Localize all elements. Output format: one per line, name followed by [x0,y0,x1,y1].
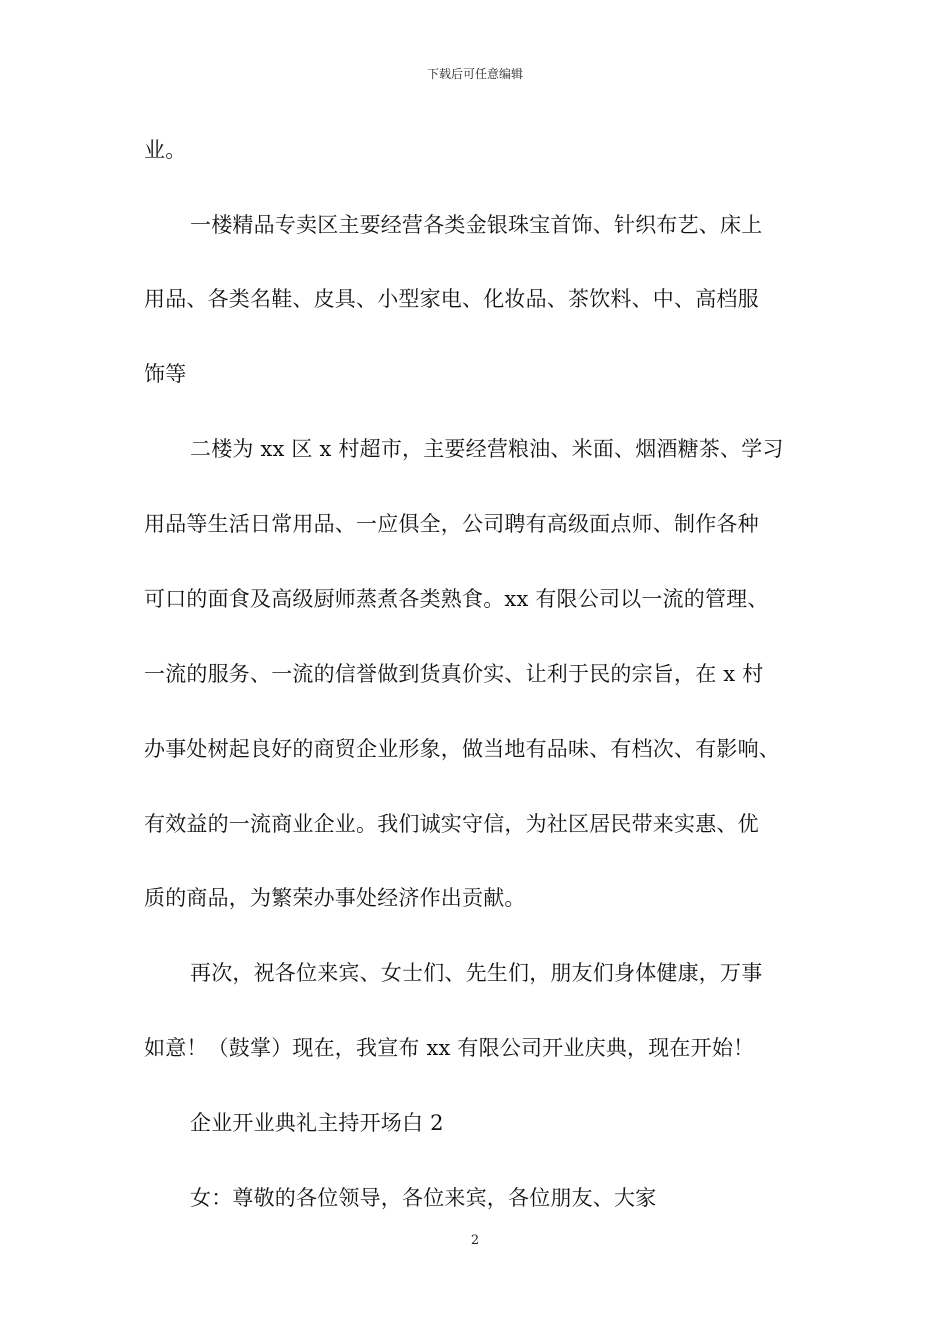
paragraph-first-line: 二楼为 xx 区 x 村超市，主要经营粮油、米面、烟酒糖茶、学习 [190,437,784,461]
page-number: 2 [470,1233,480,1248]
text-line: 用品等生活日常用品、一应俱全，公司聘有高级面点师、制作各种 [144,512,759,536]
section-heading: 企业开业典礼主持开场白 2 [190,1111,444,1135]
text-line: 办事处树起良好的商贸企业形象，做当地有品味、有档次、有影响、 [144,737,780,761]
text-line: 质的商品，为繁荣办事处经济作出贡献。 [144,886,526,910]
text-line: 如意！（鼓掌）现在，我宣布 xx 有限公司开业庆典，现在开始！ [144,1036,755,1060]
text-line: 饰等 [144,362,187,386]
text-line: 用品、各类名鞋、皮具、小型家电、化妆品、茶饮料、中、高档服 [144,287,759,311]
text-line: 可口的面食及高级厨师蒸煮各类熟食。xx 有限公司以一流的管理、 [144,587,769,611]
text-line: 业。 [144,138,187,162]
paragraph-first-line: 一楼精品专卖区主要经营各类金银珠宝首饰、针织布艺、床上 [190,213,763,237]
paragraph-first-line: 再次，祝各位来宾、女士们、先生们，朋友们身体健康，万事 [190,961,763,985]
text-line: 一流的服务、一流的信誉做到货真价实、让利于民的宗旨，在 x 村 [144,662,764,686]
text-line: 有效益的一流商业企业。我们诚实守信，为社区居民带来实惠、优 [144,812,759,836]
paragraph-first-line: 女：尊敬的各位领导，各位来宾，各位朋友、大家 [190,1186,657,1210]
page-header: 下载后可任意编辑 [426,67,523,81]
